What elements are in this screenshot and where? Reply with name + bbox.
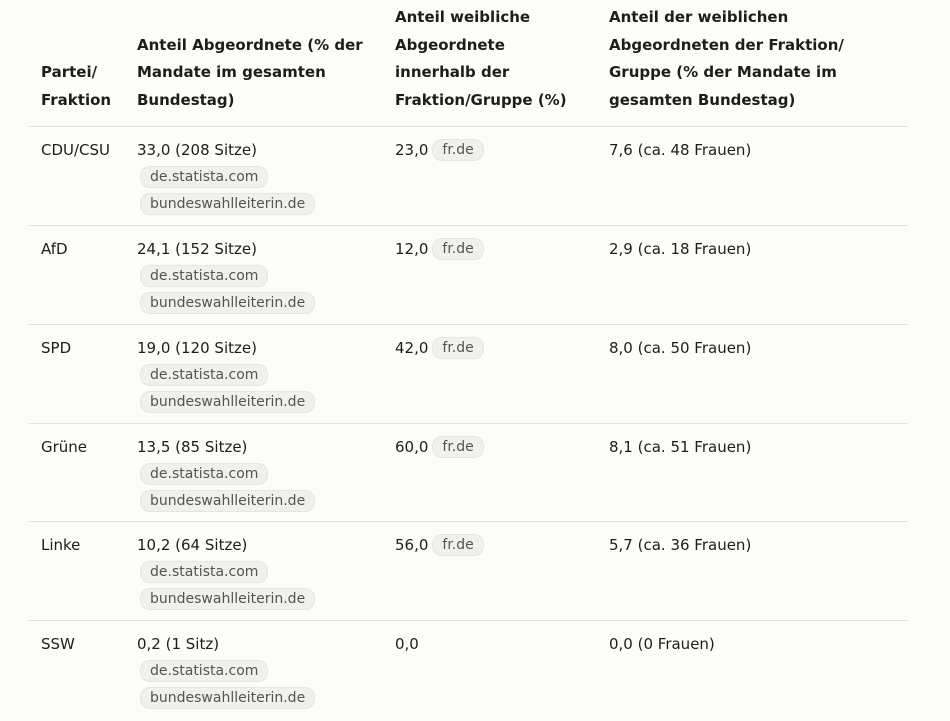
source-chip[interactable]: de.statista.com [140,364,268,386]
source-line [137,192,375,219]
cell-share [125,337,383,417]
source-line [137,659,375,686]
party-table [29,0,908,721]
party-name: SSW [41,635,75,653]
source-line [137,165,375,192]
source-chip[interactable]: bundeswahlleiterin.de [140,292,315,314]
party-name: CDU/CSU [41,141,111,159]
women-total-value: 8,1 (ca. 51 Frauen) [609,438,752,456]
header-share [125,32,383,115]
cell-party [29,337,125,359]
source-line [137,363,375,390]
share-value: 0,2 (1 Sitz) [137,635,220,653]
source-chip[interactable]: bundeswahlleiterin.de [140,391,315,413]
source-line [137,390,375,417]
party-name: AfD [41,240,68,258]
share-value: 10,2 (64 Sitze) [137,536,248,554]
source-chip[interactable]: bundeswahlleiterin.de [140,193,315,215]
share-value: 13,5 (85 Sitze) [137,438,248,456]
women-total-value: 8,0 (ca. 50 Frauen) [609,339,752,357]
table-row [29,522,908,621]
source-list [137,264,375,318]
cell-women-share [383,139,597,161]
source-list [137,363,375,417]
women-total-value: 5,7 (ca. 36 Frauen) [609,536,752,554]
cell-women-share [383,337,597,359]
source-line [137,686,375,713]
source-chip[interactable]: bundeswahlleiterin.de [140,588,315,610]
source-list [137,659,375,713]
share-value: 24,1 (152 Sitze) [137,240,257,258]
table-header [29,0,908,127]
header-women-share-label: Anteil weibliche Abgeordnete innerhalb der Fraktion/Gruppe (%) [395,8,567,109]
women-total-value: 0,0 (0 Frauen) [609,635,715,653]
cell-women-share [383,633,597,655]
cell-share [125,238,383,318]
source-chip[interactable]: de.statista.com [140,265,268,287]
women-total-value: 2,9 (ca. 18 Frauen) [609,240,752,258]
source-chip[interactable]: bundeswahlleiterin.de [140,687,315,709]
party-name: Linke [41,536,81,554]
women-share-value: 12,0 [395,240,429,258]
women-share-value: 60,0 [395,438,429,456]
cell-party [29,436,125,458]
source-line [137,291,375,318]
source-line [137,489,375,516]
table-row [29,424,908,522]
source-line [137,264,375,291]
table-row [29,127,908,226]
cell-share [125,436,383,516]
source-line [137,462,375,489]
header-women-total-label: Anteil der weiblichen Abgeordneten der Fraktion/ Gruppe (% der Mandate im gesamten Bundestag) [609,8,844,109]
header-party [29,59,125,114]
cell-women-total [597,337,908,359]
cell-women-total [597,238,908,260]
party-name: SPD [41,339,72,357]
cell-party [29,633,125,655]
cell-women-share [383,534,597,556]
cell-party [29,139,125,161]
source-chip[interactable]: fr.de [432,139,483,161]
header-women-share [383,4,597,114]
source-list [137,165,375,219]
share-value: 33,0 (208 Sitze) [137,141,257,159]
table-body [29,127,908,721]
header-women-total [597,4,908,114]
source-chip[interactable]: fr.de [432,436,483,458]
women-share-value: 0,0 [395,635,419,653]
cell-party [29,534,125,556]
party-name: Grüne [41,438,88,456]
source-chip[interactable]: de.statista.com [140,561,268,583]
cell-women-total [597,436,908,458]
source-chip[interactable]: fr.de [432,337,483,359]
share-value: 19,0 (120 Sitze) [137,339,257,357]
source-list [137,560,375,614]
cell-party [29,238,125,260]
source-line [137,560,375,587]
cell-women-total [597,534,908,556]
cell-share [125,633,383,713]
women-share-value: 56,0 [395,536,429,554]
table-row [29,226,908,325]
cell-share [125,139,383,219]
cell-share [125,534,383,614]
source-chip[interactable]: fr.de [432,534,483,556]
header-share-label: Anteil Abgeordnete (% der Mandate im gesamten Bundestag) [137,35,363,109]
source-chip[interactable]: de.statista.com [140,463,268,485]
cell-women-total [597,139,908,161]
women-total-value: 7,6 (ca. 48 Frauen) [609,141,752,159]
source-chip[interactable]: bundeswahlleiterin.de [140,490,315,512]
source-list [137,462,375,516]
table-row [29,325,908,424]
source-chip[interactable]: fr.de [432,238,483,260]
women-share-value: 42,0 [395,339,429,357]
cell-women-total [597,633,908,655]
cell-women-share [383,436,597,458]
source-line [137,587,375,614]
header-party-label: Partei/ Fraktion [41,63,112,109]
source-chip[interactable]: de.statista.com [140,660,268,682]
women-share-value: 23,0 [395,141,429,159]
table-row [29,621,908,721]
cell-women-share [383,238,597,260]
source-chip[interactable]: de.statista.com [140,166,268,188]
